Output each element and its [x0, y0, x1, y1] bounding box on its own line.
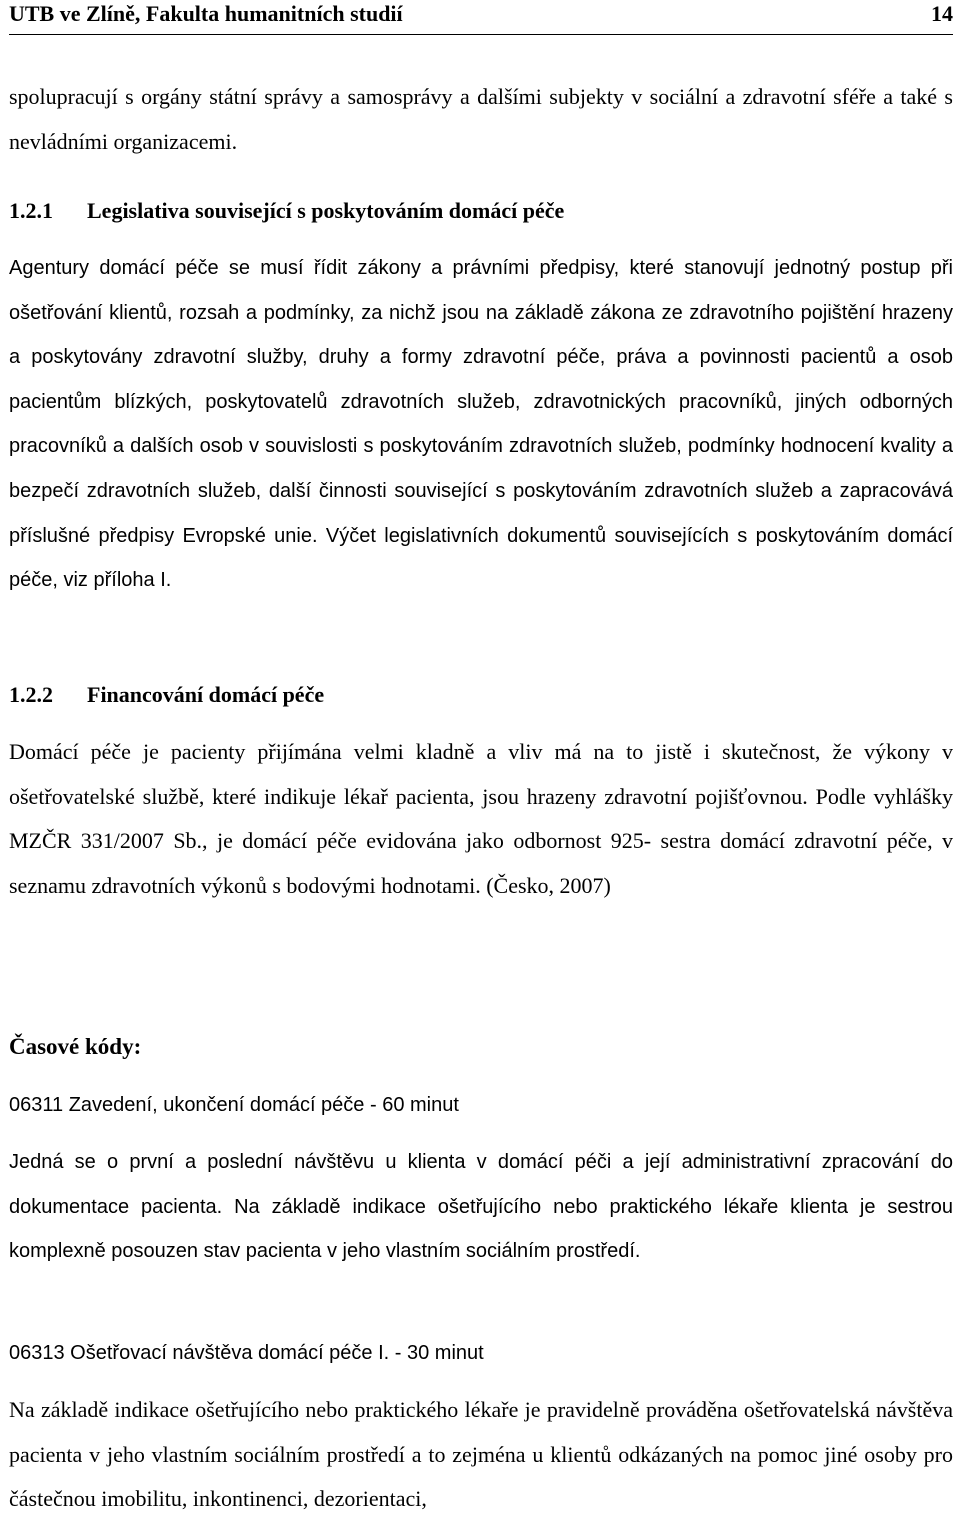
time-code-description: Jedná se o první a poslední návštěvu u klienta v domácí péči a její administrativní zpracování do dokumentace pacienta. Na základě indikace ošetřujícího nebo praktického lékaře klienta je sestrou komplexně posouzen stav pacienta v jeho vlastním sociálním prostředí.	[9, 1151, 953, 1263]
time-codes-heading: Časové kódy:	[9, 1034, 142, 1059]
section-heading-1-2-1	[9, 196, 564, 226]
time-code-label: 06311 Zavedení, ukončení domácí péče - 60 minut	[9, 1094, 459, 1116]
page-number: 14	[931, 1, 953, 26]
section-number: 1.2.2	[9, 682, 53, 707]
section-1-2-2-paragraph: Domácí péče je pacienty přijímána velmi kladně a vliv má na to jistě i skutečnost, že výkony v ošetřovatelské službě, které indikuje lékař pacienta, jsou hrazeny zdravotní pojišťovnou. Podle vyhlášky MZČR 331/2007 Sb., je domácí péče evidována jako odbornost 925- sestra domácí zdravotní péče, v seznamu zdravotních výkonů s bodovými hodnotami. (Česko, 2007)	[9, 739, 953, 898]
time-code-description: Na základě indikace ošetřujícího nebo praktického lékaře je pravidelně prováděna ošetřovatelská návštěva pacienta v jeho vlastním sociálním prostředí a to zejména u klientů odkázaných na pomoc jiné osoby pro částečnou imobilitu, inkontinenci, dezorientaci,	[9, 1397, 953, 1512]
section-heading-1-2-2	[9, 680, 324, 710]
section-title: Legislativa související s poskytováním domácí péče	[87, 198, 565, 223]
section-1-2-1-paragraph: Agentury domácí péče se musí řídit zákony a právními předpisy, které stanovují jednotný postup při ošetřování klientů, rozsah a podmínky, za nichž jsou na základě zákona ze zdravotního pojištění hrazeny a poskytovány zdravotní služby, druhy a formy zdravotní péče, práva a povinnosti pacientů a osob pacientům blízkých, poskytovatelů zdravotních služeb, zdravotnických pracovníků, jiných odborných pracovníků a dalších osob v souvislosti s poskytováním zdravotních služeb, podmínky hodnocení kvality a bezpečí zdravotních služeb, další činnosti související s poskytováním zdravotních služeb a zapracovává příslušné předpisy Evropské unie. Výčet legislativních dokumentů souvisejících s poskytováním domácí péče, viz příloha I.	[9, 257, 953, 592]
header-title: UTB ve Zlíně, Fakulta humanitních studií	[9, 1, 403, 26]
section-title: Financování domácí péče	[87, 682, 325, 707]
section-number: 1.2.1	[9, 198, 53, 223]
time-code-label: 06313 Ošetřovací návštěva domácí péče I. - 30 minut	[9, 1342, 484, 1364]
page-header	[9, 0, 953, 35]
intro-paragraph: spolupracují s orgány státní správy a samosprávy a dalšími subjekty v sociální a zdravotní sféře a také s nevládními organizacemi.	[9, 84, 953, 154]
